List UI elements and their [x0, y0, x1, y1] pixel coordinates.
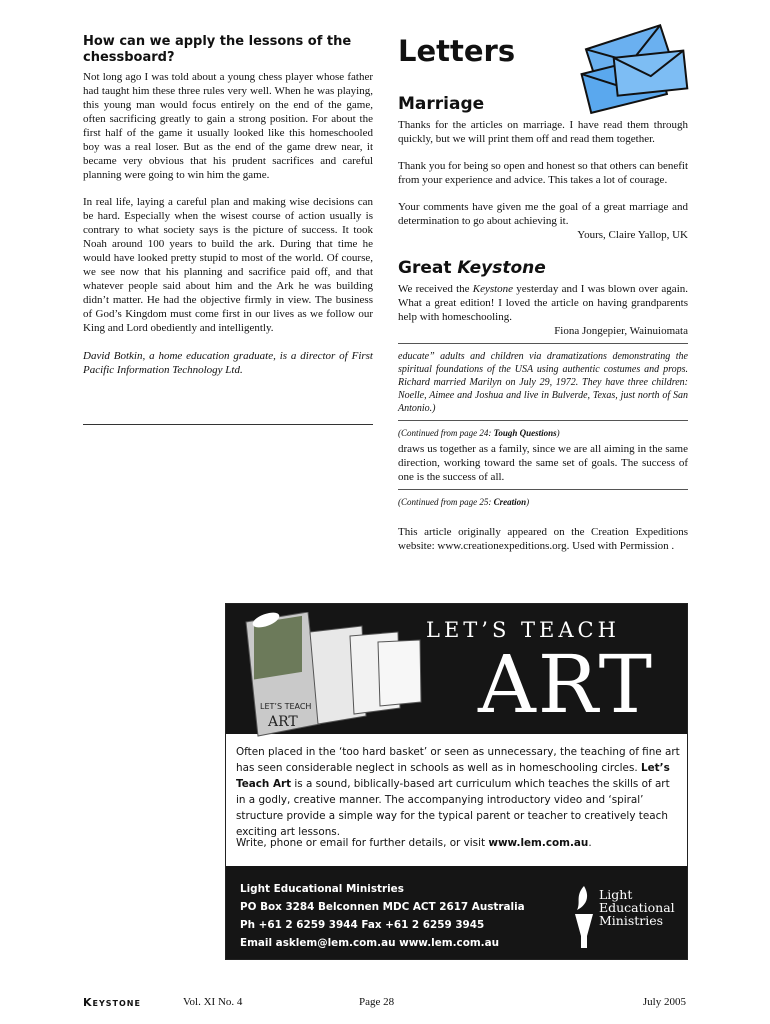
- chess-paragraph-2: In real life, laying a careful plan and making wise decisions can be hard. Especially when the wisest course of action usually is contrary to what society says is the picture of success. It took Noah around 100 years to build the ark. During that time he would have looked pretty stupid to most of the world. Of course, we see now that his planning and sacrifice paid off, and that whatever people said about him and the Ark he was building didn’t matter. He had the objective firmly in view. The business of God’s Kingdom must come first in our lives as we follow our King and Lord obediently and intelligently.: [83, 196, 373, 334]
- magazine-name: Keystone: [83, 996, 141, 1009]
- divider: [398, 343, 688, 344]
- page-number: Page 28: [359, 996, 395, 1008]
- chess-article-title: How can we apply the lessons of the chessboard?: [83, 34, 352, 65]
- book-label-1: LET’S TEACH: [260, 702, 312, 711]
- logo-line-3: Ministries: [599, 913, 664, 928]
- continued-creation-label: (Continued from page 25: Creation): [398, 497, 530, 507]
- volume-number: Vol. XI No. 4: [183, 996, 243, 1008]
- creation-text: This article originally appeared on the Creation Expeditions website: www.creationexpeditions.org. Used with Permission .: [398, 526, 688, 552]
- continued-bio: educate” adults and children via dramatizations demonstrating the spiritual foundations of the USA using authentic costumes and props. Richard married Marilyn on July 29, 1972. They have three children: Noelle, Aimee and Joshua and live in Bulverde, Texas, just north of San Antonio.): [398, 351, 688, 414]
- logo-line-2: Educational: [599, 900, 675, 915]
- letters-column: [398, 34, 688, 553]
- chess-article: [83, 34, 373, 377]
- lem-logo: [571, 880, 681, 950]
- keystone-title: Great Keystone: [398, 258, 546, 278]
- letters-title: Letters: [398, 34, 516, 68]
- marriage-signature: Yours, Claire Yallop, UK: [577, 229, 688, 241]
- lets-teach-art-advert: [225, 603, 688, 960]
- marriage-letter-p2: Thank you for being so open and honest so that others can benefit from your experience and advice. This takes a lot of courage.: [398, 160, 688, 186]
- lets-teach-heading: LET’S TEACH: [426, 618, 620, 642]
- advert-body: Often placed in the ‘too hard basket’ or seen as unnecessary, the teaching of fine art has seen considerable neglect in schools as well as in homeschooling circles. Let’s Teach Art is a sound, biblically-based art curriculum which teaches the skills of art in a godly, creative manner. The accompanying introductory video and ‘spiral’ structure provide a simple way for the typical parent or teacher to creatively teach exciting art lessons.: [236, 746, 680, 838]
- left-column-divider: [83, 424, 373, 425]
- postal-address: PO Box 3284 Belconnen MDC ACT 2617 Australia: [240, 901, 525, 913]
- divider: [398, 489, 688, 490]
- marriage-letter-p1: Thanks for the articles on marriage. I have read them through quickly, but we will print them off and read them together.: [398, 119, 688, 145]
- website-link[interactable]: www.lem.com.au: [488, 837, 589, 849]
- tough-questions-text: draws us together as a family, since we are all aiming in the same direction, working toward the same set of goals. The success of one is the success of all.: [398, 443, 688, 483]
- torch-icon: [571, 884, 597, 950]
- logo-line-1: Light: [599, 887, 633, 902]
- keystone-letter: We received the Keystone yesterday and I was blown over again. What a great edition! I loved the article on having grandparents help with homeschooling.: [398, 283, 688, 323]
- marriage-title: Marriage: [398, 94, 485, 114]
- chess-paragraph-1: Not long ago I was told about a young chess player whose father had taught him these three rules very well. When he was playing, this young man would focus entirely on the end of the game, often sacrificing greatly to gain a strong position. For about the first half of the game it usually looked like this homeschooled boy was a real loser. But as the end of the game drew near, it became very obvious that his prudent sacrifices and careful planning were going to win him the game.: [83, 71, 373, 181]
- art-heading: ART: [478, 638, 654, 731]
- issue-date: July 2005: [642, 996, 686, 1008]
- author-byline: David Botkin, a home education graduate, is a director of First Pacific Information Technology Ltd.: [83, 350, 373, 376]
- phone-fax: Ph +61 2 6259 3944 Fax +61 2 6259 3945: [240, 919, 485, 931]
- continued-tough-questions-label: (Continued from page 24: Tough Questions): [398, 428, 560, 438]
- keystone-signature: Fiona Jongepier, Wainuiomata: [554, 325, 688, 337]
- advert-address-block: [240, 880, 525, 952]
- email-web[interactable]: Email asklem@lem.com.au www.lem.com.au: [240, 937, 500, 949]
- art-books-image: [238, 612, 428, 762]
- keystone-title-em: Keystone: [457, 258, 546, 278]
- divider: [398, 420, 688, 421]
- advert-header: [226, 604, 687, 734]
- advert-footer: [226, 866, 687, 959]
- marriage-letter-p3: Your comments have given me the goal of a great marriage and determination to go about achieving it.: [398, 201, 688, 227]
- org-name: Light Educational Ministries: [240, 883, 404, 895]
- advert-contact: Write, phone or email for further details, or visit www.lem.com.au.: [236, 837, 592, 849]
- book-label-2: ART: [268, 714, 298, 730]
